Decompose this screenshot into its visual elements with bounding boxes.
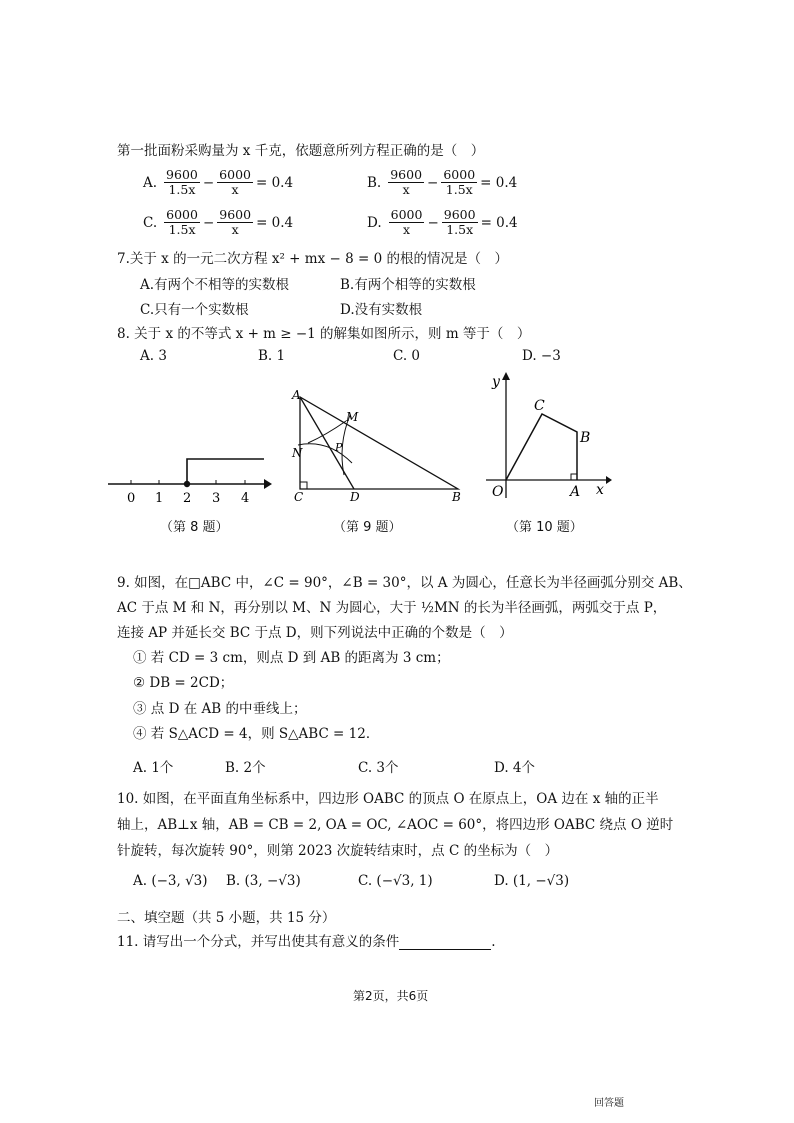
tick-label-4: 4 [241, 491, 250, 506]
q6-option-b: B. $\frac{9600}{x}$ − $\frac{6000}{1.5x}$ = 0.4 [367, 167, 518, 197]
q6-option-c: C. $\frac{6000}{1.5x}$ − $\frac{9600}{x}$ = 0.4 [143, 207, 294, 237]
q9-stem-line-1: 9. 如图，在□ABC 中，∠C = 90°，∠B = 30°，以 A 为圆心，任意长为半径画弧分别交 AB、 [117, 575, 692, 591]
q6-option-d: D. $\frac{6000}{x}$ − $\frac{9600}{1.5x}$ = 0.4 [367, 207, 518, 237]
tick-label-1: 1 [155, 491, 164, 506]
right-angle-mark [571, 474, 577, 480]
q9-option-a: A. 1个 [133, 760, 174, 776]
triangle-abc [300, 397, 458, 489]
q11-stem: 11. 请写出一个分式，并写出使其有意义的条件 . [117, 934, 496, 950]
label-m: M [346, 410, 359, 424]
number-line-arrow [264, 479, 272, 489]
q6-option-a: A. $\frac{9600}{1.5x}$ − $\frac{6000}{x}$ = 0.4 [143, 167, 294, 197]
label-p: P [335, 441, 343, 454]
fig10-caption: （第 10 题） [506, 520, 583, 535]
quadrilateral-oabc [506, 414, 577, 480]
label-a: A [292, 388, 301, 402]
label-c: C [294, 490, 304, 503]
triangle-figure [288, 385, 468, 503]
coordinate-figure [482, 370, 612, 500]
q10-stem-line-3: 针旋转，每次旋转 90°，则第 2023 次旋转结束时，点 C 的坐标为（ ） [117, 843, 559, 859]
solution-endpoint [184, 481, 190, 487]
q7-option-a: A.有两个不相等的实数根 [140, 277, 290, 293]
fraction: $\frac{9600}{1.5x}$ [443, 207, 476, 237]
q8-option-d: D. −3 [522, 348, 561, 364]
q8-option-a: A. 3 [140, 348, 167, 364]
y-axis-arrow [502, 372, 510, 380]
fraction: $\frac{6000}{x}$ [219, 167, 251, 197]
tick-label-3: 3 [212, 491, 221, 506]
page-number: 第2页，共6页 [353, 989, 429, 1003]
q9-statement-1: ① 若 CD = 3 cm，则点 D 到 AB 的距离为 3 cm； [133, 650, 450, 666]
right-angle-mark [300, 482, 307, 489]
q8-option-c: C. 0 [393, 348, 421, 364]
q9-statement-4: ④ 若 S△ACD = 4，则 S△ABC = 12． [133, 726, 380, 742]
q9-stem-line-2: AC 于点 M 和 N，再分别以 M、N 为圆心，大于 ½MN 的长为半径画弧，两弧交于点 P， [117, 600, 667, 616]
label-o: O [492, 484, 504, 500]
tick-label-2: 2 [183, 491, 192, 506]
q9-option-c: C. 3个 [358, 760, 399, 776]
q7-option-c: C.只有一个实数根 [140, 302, 249, 318]
q10-stem-line-1: 10. 如图，在平面直角坐标系中，四边形 OABC 的顶点 O 在原点上，OA 边在 x 轴的正半 [117, 791, 659, 807]
q9-stem-line-3: 连接 AP 并延长交 BC 于点 D，则下列说法中正确的个数是（ ） [117, 625, 513, 641]
q7-option-b: B.有两个相等的实数根 [340, 277, 476, 293]
solution-ray [187, 459, 264, 484]
q10-option-c: C. (−√3, 1) [358, 873, 433, 889]
fig9-caption: （第 9 题） [333, 520, 402, 535]
q9-option-b: B. 2个 [225, 760, 266, 776]
q9-statement-3: ③ 点 D 在 AB 的中垂线上； [133, 701, 307, 717]
fig8-caption: （第 8 题） [160, 520, 229, 535]
answer-blank[interactable] [399, 935, 491, 950]
fraction: $\frac{6000}{1.5x}$ [166, 207, 198, 237]
label-b: B [580, 430, 591, 446]
q6-stem: 第一批面粉采购量为 x 千克，依题意所列方程正确的是（ ） [117, 143, 485, 159]
arc-from-n [298, 444, 352, 463]
q10-stem-line-2: 轴上，AB⊥x 轴，AB = CB = 2, OA = OC, ∠AOC = 60°，将四边形 OABC 绕点 O 逆时 [117, 817, 674, 833]
q7-option-d: D.没有实数根 [340, 302, 423, 318]
q10-option-d: D. (1, −√3) [494, 873, 570, 889]
fraction: $\frac{9600}{1.5x}$ [166, 167, 198, 197]
label-x: x [596, 482, 604, 498]
q9-option-d: D. 4个 [494, 760, 536, 776]
arc-mn [308, 421, 346, 443]
q10-option-b: B. (3, −√3) [226, 873, 301, 889]
x-axis-arrow [606, 476, 612, 484]
number-line-figure [104, 452, 274, 508]
tick-label-0: 0 [127, 491, 136, 506]
q8-option-b: B. 1 [258, 348, 286, 364]
label-n: N [292, 446, 303, 460]
label-c: C [534, 398, 545, 414]
fraction: $\frac{6000}{x}$ [390, 207, 423, 237]
corner-mark: 回答题 [594, 1098, 624, 1109]
q7-stem: 7.关于 x 的一元二次方程 x² + mx − 8 = 0 的根的情况是（ ） [117, 251, 508, 267]
label-d: D [350, 490, 360, 503]
fraction: $\frac{6000}{1.5x}$ [443, 167, 476, 197]
q10-option-a: A. (−3, √3) [133, 873, 208, 889]
fraction: $\frac{9600}{x}$ [390, 167, 423, 197]
q9-statement-2: ② DB = 2CD； [133, 675, 234, 691]
q8-stem: 8. 关于 x 的不等式 x + m ≥ −1 的解集如图所示，则 m 等于（ ） [117, 326, 531, 342]
section-heading: 二、填空题（共 5 小题，共 15 分） [117, 910, 336, 926]
label-y: y [492, 374, 500, 390]
fraction: $\frac{9600}{x}$ [219, 207, 252, 237]
label-a: A [570, 484, 581, 500]
label-b: B [452, 490, 461, 503]
